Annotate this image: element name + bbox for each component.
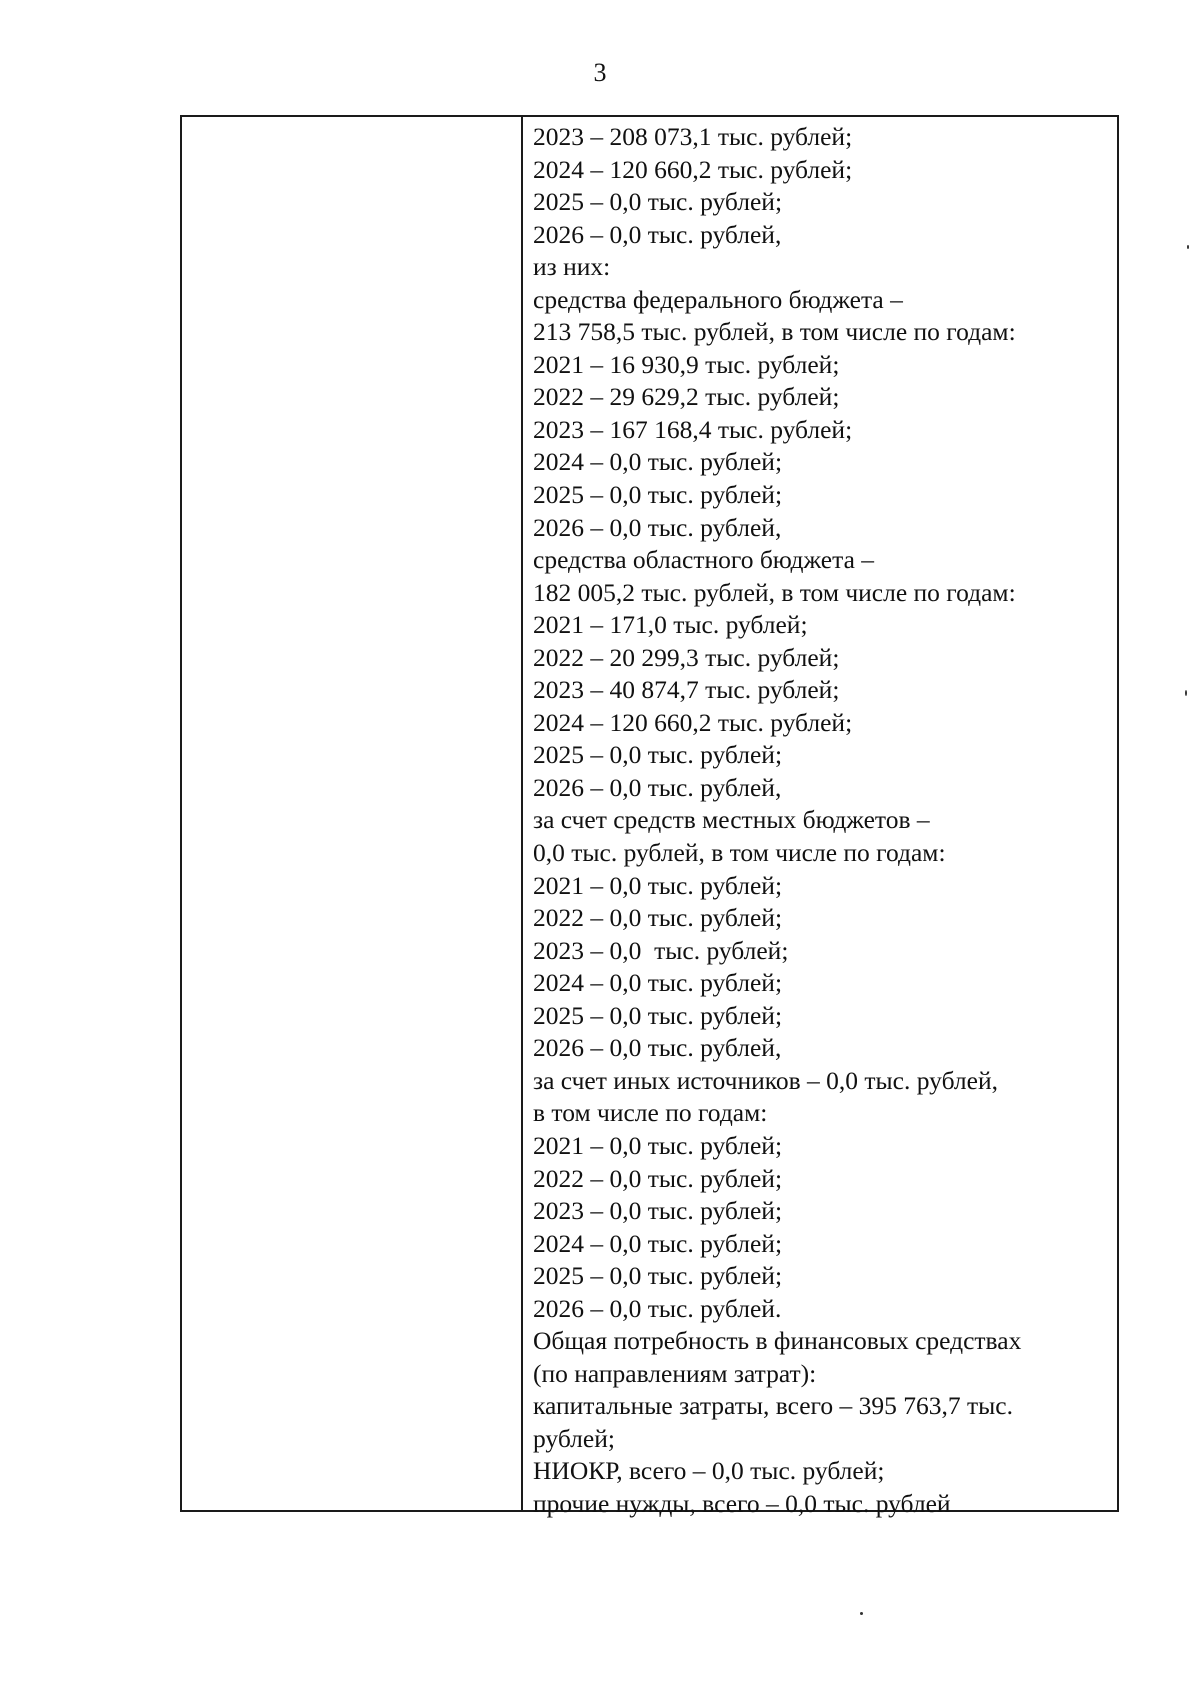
text-line: 182 005,2 тыс. рублей, в том числе по годам: (533, 577, 1016, 607)
text-line: 2022 – 0,0 тыс. рублей; (533, 903, 783, 933)
text-line: 2024 – 0,0 тыс. рублей; (533, 1228, 783, 1258)
text-line: 2025 – 0,0 тыс. рублей; (533, 1000, 783, 1030)
text-line: 2021 – 171,0 тыс. рублей; (533, 610, 808, 640)
text-line: НИОКР, всего – 0,0 тыс. рублей; (533, 1456, 885, 1486)
text-line: 2024 – 0,0 тыс. рублей; (533, 447, 783, 477)
text-line: 2022 – 20 299,3 тыс. рублей; (533, 642, 840, 672)
text-line: 2021 – 0,0 тыс. рублей; (533, 870, 783, 900)
text-line: 213 758,5 тыс. рублей, в том числе по годам: (533, 317, 1016, 347)
text-line: в том числе по годам: (533, 1098, 768, 1128)
text-line: 2024 – 120 660,2 тыс. рублей; (533, 707, 853, 737)
text-line: 2022 – 0,0 тыс. рублей; (533, 1163, 783, 1193)
text-line: 2026 – 0,0 тыс. рублей, (533, 512, 782, 542)
text-line: (по направлениям затрат): (533, 1358, 817, 1388)
text-line: Общая потребность в финансовых средствах (533, 1326, 1022, 1356)
text-line: 2024 – 0,0 тыс. рублей; (533, 968, 783, 998)
page-number: 3 (593, 58, 607, 87)
text-line: 2023 – 167 168,4 тыс. рублей; (533, 414, 853, 444)
text-line: 2023 – 0,0 тыс. рублей; (533, 935, 789, 965)
text-line: прочие нужды, всего – 0,0 тыс. рублей (533, 1488, 951, 1518)
text-line: 2023 – 208 073,1 тыс. рублей; (533, 122, 853, 151)
text-line: капитальные затраты, всего – 395 763,7 тыс. (533, 1391, 1013, 1421)
text-line: 2026 – 0,0 тыс. рублей. (533, 1293, 782, 1323)
text-line: средства федерального бюджета – (533, 284, 903, 314)
text-line: 2023 – 40 874,7 тыс. рублей; (533, 675, 840, 705)
scan-speck (860, 1612, 863, 1615)
financing-table (180, 115, 1119, 1518)
text-line: 2023 – 0,0 тыс. рублей; (533, 1196, 783, 1226)
text-line: из них: (533, 252, 611, 282)
text-line: 0,0 тыс. рублей, в том числе по годам: (533, 838, 946, 868)
text-line: 2025 – 0,0 тыс. рублей; (533, 1261, 783, 1291)
text-line: 2021 – 16 930,9 тыс. рублей; (533, 349, 840, 379)
text-line: рублей; (533, 1423, 615, 1453)
text-line: 2026 – 0,0 тыс. рублей, (533, 772, 782, 802)
text-line: средства областного бюджета – (533, 545, 875, 575)
table-left-cell (182, 117, 523, 1510)
table-right-cell (523, 117, 1117, 1518)
text-line: 2026 – 0,0 тыс. рублей, (533, 1033, 782, 1063)
text-line: 2022 – 29 629,2 тыс. рублей; (533, 382, 840, 412)
text-line: 2026 – 0,0 тыс. рублей, (533, 219, 782, 249)
scan-speck (1185, 690, 1187, 696)
text-line: 2024 – 120 660,2 тыс. рублей; (533, 154, 853, 184)
text-line: 2025 – 0,0 тыс. рублей; (533, 740, 783, 770)
text-line: 2025 – 0,0 тыс. рублей; (533, 480, 783, 510)
text-line: за счет средств местных бюджетов – (533, 805, 930, 835)
text-line: 2021 – 0,0 тыс. рублей; (533, 1130, 783, 1160)
scan-speck (1187, 245, 1189, 249)
text-line: за счет иных источников – 0,0 тыс. рублей, (533, 1065, 998, 1095)
text-line: 2025 – 0,0 тыс. рублей; (533, 187, 783, 217)
